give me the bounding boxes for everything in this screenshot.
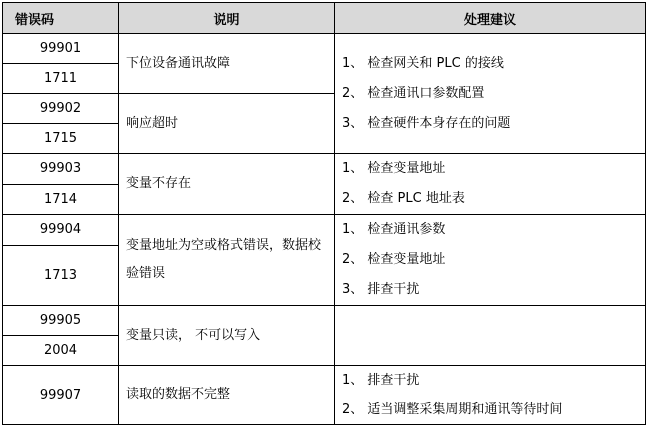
suggestion-item: 3、 检查硬件本身存在的问题 [342, 115, 511, 131]
suggestion-cell [335, 366, 646, 425]
suggestion-cell [335, 34, 646, 154]
table-header-row [3, 3, 646, 34]
error-code: 2004 [3, 336, 119, 366]
error-description: 变量地址为空或格式错误，数据校验错误 [119, 215, 335, 306]
suggestion-item: 3、 排查干扰 [342, 282, 420, 297]
suggestion-item: 2、 检查 PLC 地址表 [342, 191, 465, 206]
error-description: 读取的数据不完整 [119, 366, 335, 425]
table-row [3, 306, 646, 336]
error-description: 响应超时 [119, 94, 335, 154]
header-desc: 说明 [119, 3, 335, 34]
error-code: 99902 [3, 94, 119, 124]
suggestion-item: 1、 检查变量地址 [342, 161, 446, 176]
error-code: 1711 [3, 64, 119, 94]
table-row [3, 366, 646, 425]
suggestion-cell [335, 215, 646, 306]
table-row [3, 34, 646, 64]
error-code: 1714 [3, 184, 119, 215]
suggestion-cell [335, 306, 646, 366]
suggestion-cell [335, 154, 646, 215]
error-code: 99903 [3, 154, 119, 185]
suggestion-item: 2、 适当调整采集周期和通讯等待时间 [342, 402, 563, 417]
suggestion-item: 2、 检查通讯口参数配置 [342, 85, 485, 101]
suggestion-item: 1、 排查干扰 [342, 373, 420, 388]
error-code: 1715 [3, 124, 119, 154]
table-row [3, 154, 646, 185]
suggestion-item: 2、 检查变量地址 [342, 252, 446, 267]
header-sugg: 处理建议 [335, 3, 646, 34]
error-code-table [2, 2, 646, 425]
error-code: 99901 [3, 34, 119, 64]
error-code: 99907 [3, 366, 119, 425]
error-description: 变量只读， 不可以写入 [119, 306, 335, 366]
error-description: 变量不存在 [119, 154, 335, 215]
error-code: 99904 [3, 215, 119, 246]
error-code: 1713 [3, 245, 119, 305]
table-row [3, 215, 646, 246]
header-code: 错误码 [3, 3, 119, 34]
error-code: 99905 [3, 306, 119, 336]
suggestion-item: 1、 检查通讯参数 [342, 222, 446, 237]
error-description: 下位设备通讯故障 [119, 34, 335, 94]
suggestion-item: 1、 检查网关和 PLC 的接线 [342, 55, 504, 71]
